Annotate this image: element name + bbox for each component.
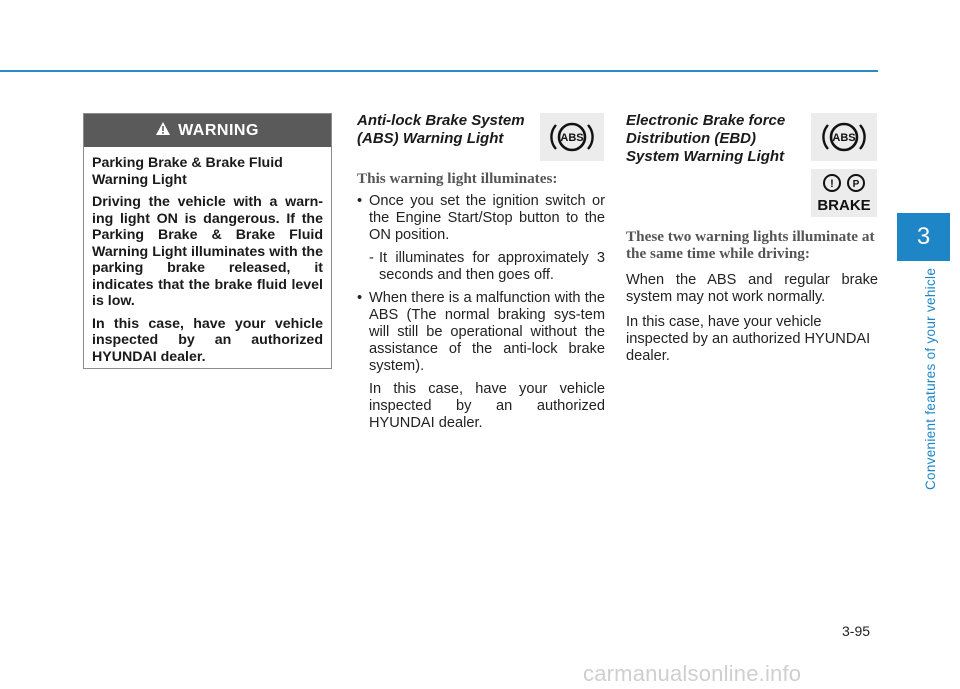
sub-list-item: - It illuminates for approximately 3 seconds and then goes off. [369,250,605,283]
chapter-title: Convenient features of your vehicle [923,267,938,490]
abs-subheading: This warning light illuminates: [357,170,558,187]
abs-section-title: Anti-lock Brake System (ABS) Warning Light [357,112,525,147]
abs-warning-icon [811,113,877,161]
warning-paragraph: Parking Brake & Brake Fluid Warning Light [92,155,283,188]
svg-text:BRAKE: BRAKE [817,197,871,214]
watermark: carmanualsonline.info [583,661,802,686]
list-item-continuation: In this case, have your vehicle inspected by an authorized HYUNDAI dealer. [369,381,605,431]
ebd-paragraph: In this case, have your vehicle inspected by an authorized HYUNDAI dealer. [626,314,871,364]
page-number: 3-95 [842,623,871,639]
warning-box [83,113,332,369]
chapter-side-title [923,268,943,498]
abs-warning-icon [540,113,604,161]
ebd-subheading: These two warning lights illuminate at the same time while driving: [626,228,875,262]
svg-text:ABS: ABS [560,132,584,144]
chapter-number: 3 [916,223,931,250]
brake-warning-icon [811,169,877,217]
warning-header [84,114,331,147]
ebd-paragraph: When the ABS and regular brake system may not work normally. [626,272,878,305]
ebd-section-title: Electronic Brake force Distribution (EBD) System Warning Light [626,112,786,165]
svg-text:!: ! [830,178,834,190]
chapter-number-tab [897,213,950,261]
list-item: • When there is a malfunction with the ABS (The normal braking sys-tem will still be operational without the assistance of the anti-lock brake system). [357,290,605,374]
warning-title: WARNING [178,121,259,139]
list-item: • Once you set the ignition switch or the Engine Start/Stop button to the ON position. [357,193,605,243]
warning-triangle-icon [156,122,170,140]
svg-text:ABS: ABS [832,132,856,144]
svg-text:P: P [852,179,860,190]
warning-paragraph: In this case, have your vehicle inspected by an authorized HYUNDAI dealer. [92,315,323,365]
header-rule [0,70,878,72]
warning-body [84,147,331,365]
warning-paragraph: Driving the vehicle with a warn-ing light ON is dangerous. If the Parking Brake & Brake Fluid Warning Light illuminates with the parking brake released, it indicates that the brake fluid level is low. [92,194,323,309]
